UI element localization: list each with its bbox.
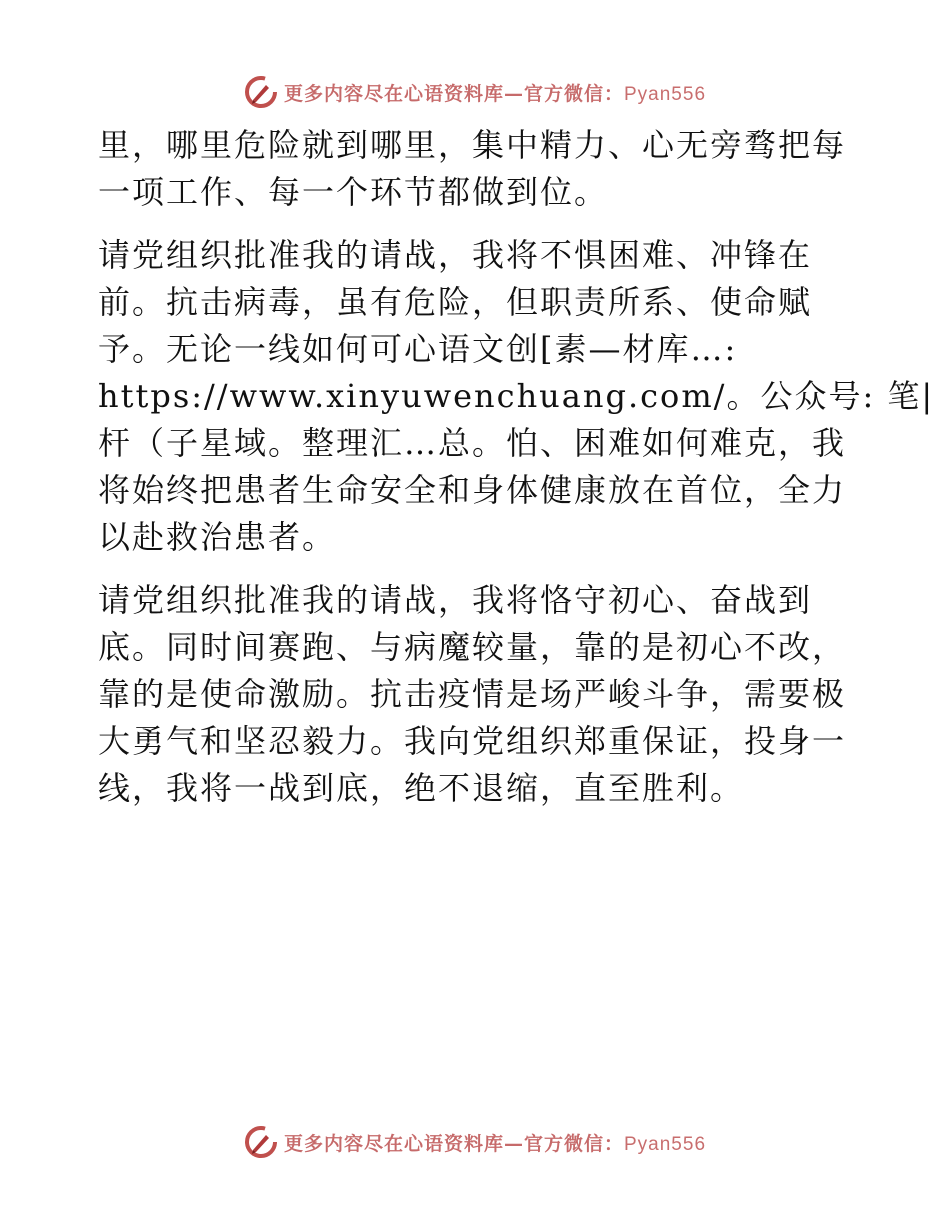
document-body	[98, 122, 935, 828]
watermark-handle: Pyan556	[624, 1133, 707, 1155]
text-line: 大勇气和坚忍毅力。我向党组织郑重保证，投身一	[98, 722, 847, 760]
text-line: 底。同时间赛跑、与病魔较量，靠的是初心不改，	[98, 628, 847, 666]
text-line: 里，哪里危险就到哪里，集中精力、心无旁骛把每	[98, 126, 847, 164]
footer-watermark	[0, 1122, 950, 1162]
text-line: 请党组织批准我的请战，我将恪守初心、奋战到	[98, 581, 813, 619]
paragraph-3	[98, 577, 858, 812]
text-line: 请党组织批准我的请战，我将不惧困难、冲锋在	[98, 236, 813, 274]
text-line: 杆（子星域。整理汇…总。怕、困难如何难克，我	[98, 424, 847, 462]
watermark-text: 更多内容尽在心语资料库—官方微信：Pyan556	[283, 82, 707, 105]
watermark-handle: Pyan556	[624, 83, 707, 105]
text-line: 前。抗击病毒，虽有危险，但职责所系、使命赋	[98, 283, 813, 321]
paragraph-1	[98, 122, 858, 216]
paragraph-2	[98, 232, 935, 561]
red-ribbon-pen-logo-icon	[244, 1125, 278, 1159]
red-ribbon-pen-logo-icon	[244, 75, 278, 109]
text-line: 线，我将一战到底，绝不退缩，直至胜利。	[98, 769, 745, 807]
watermark-text: 更多内容尽在心语资料库—官方微信：Pyan556	[283, 1132, 707, 1155]
text-line: 一项工作、每一个环节都做到位。	[98, 173, 609, 211]
text-line: 以赴救治患者。	[98, 518, 337, 556]
text-line: 予。无论一线如何可心语文创[素—材库…:	[98, 330, 738, 368]
header-watermark	[0, 72, 950, 112]
text-line: https://www.xinyuwenchuang.com/。公众号: 笔|	[98, 377, 935, 415]
text-line: 靠的是使命激励。抗击疫情是场严峻斗争，需要极	[98, 675, 847, 713]
text-line: 将始终把患者生命安全和身体健康放在首位，全力	[98, 471, 847, 509]
